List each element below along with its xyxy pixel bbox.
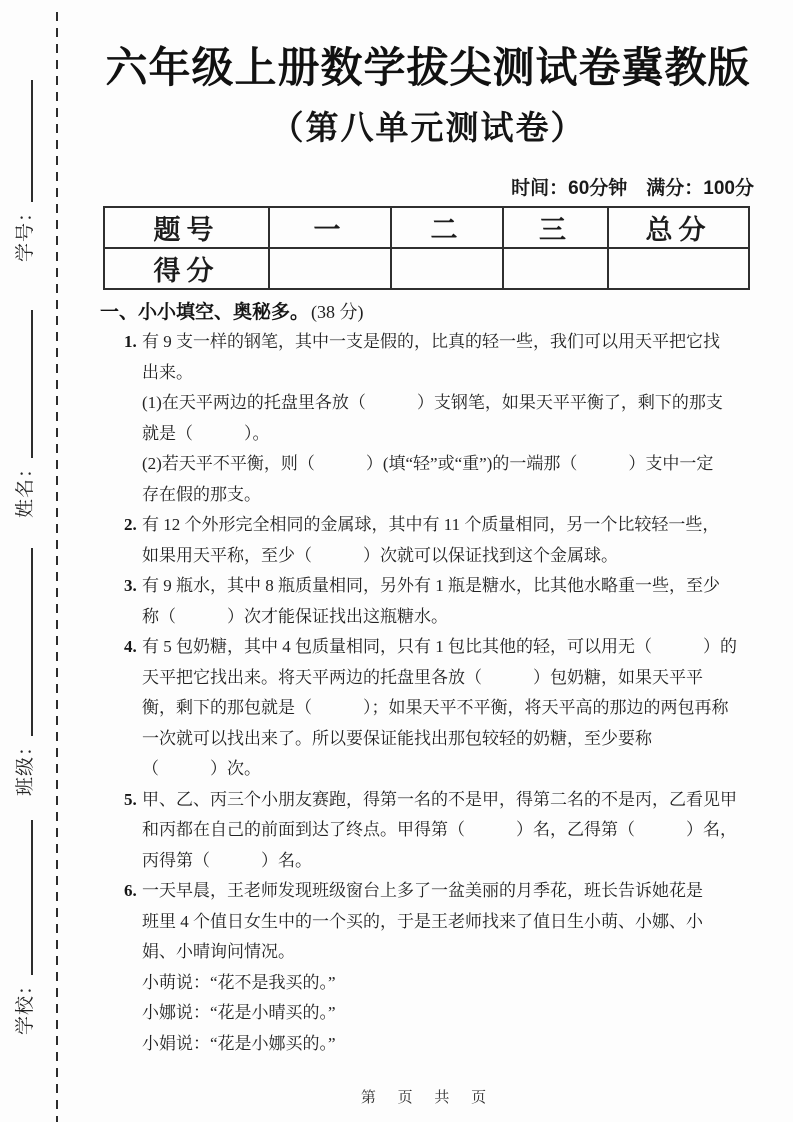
question-1 bbox=[100, 327, 756, 510]
exam-meta: 时间：60分钟 满分：100分 bbox=[511, 178, 754, 199]
seal-field-name bbox=[12, 310, 38, 518]
score-table-header-cell: 二 bbox=[391, 207, 503, 248]
question-text: 有 12 个外形完全相同的金属球，其中有 11 个质量相同，另一个比较轻一些， bbox=[142, 515, 720, 534]
score-cell bbox=[391, 248, 503, 289]
score-table-score-row bbox=[104, 248, 749, 289]
question-line: 存在假的那支。 bbox=[142, 484, 261, 504]
question-line bbox=[100, 876, 756, 907]
question-line: 衡，剩下的那包就是（ ）；如果天平不平衡，将天平高的那边的两包再称 bbox=[142, 698, 729, 717]
question-line: 称（ ）次才能保证找出这瓶糖水。 bbox=[142, 606, 448, 626]
binding-dashed-line bbox=[56, 12, 58, 1122]
question-line bbox=[100, 571, 756, 602]
question-line: （ ）次。 bbox=[142, 759, 261, 778]
question-number: 4. bbox=[124, 637, 137, 656]
statement-line: 小娜说：“花是小晴买的。” bbox=[142, 1003, 336, 1022]
paper-content bbox=[100, 0, 756, 1059]
question-line: 丙得第（ ）名。 bbox=[142, 850, 312, 870]
section-title: 一、小小填空、奥秘多。 bbox=[100, 302, 310, 323]
question-line bbox=[100, 632, 756, 663]
fill-line bbox=[31, 548, 33, 736]
question-text: 有 5 包奶糖，其中 4 包质量相同，只有 1 包比其他的轻，可以用无（ ）的 bbox=[142, 637, 737, 656]
section-heading bbox=[100, 299, 756, 327]
score-table-header-cell: 题号 bbox=[104, 207, 269, 248]
statement-line: 小萌说：“花不是我买的。” bbox=[142, 972, 336, 992]
question-text: 有 9 瓶水，其中 8 瓶质量相同，另外有 1 瓶是糖水，比其他水略重一些，至少 bbox=[142, 576, 720, 595]
question-line bbox=[100, 510, 756, 541]
question-text: 一天早晨，王老师发现班级窗台上多了一盆美丽的月季花，班长告诉她花是 bbox=[142, 881, 703, 900]
question-4 bbox=[100, 632, 756, 785]
exam-title: 六年级上册数学拔尖测试卷冀教版 bbox=[105, 44, 751, 91]
page-footer: 第 页 共 页 bbox=[360, 1090, 496, 1106]
question-line: 天平把它找出来。将天平两边的托盘里各放（ ）包奶糖，如果天平平 bbox=[142, 667, 703, 687]
seal-label-school: 学校： bbox=[15, 974, 36, 1035]
question-line: (1)在天平两边的托盘里各放（ ）支钢笔，如果天平平衡了，剩下的那支 bbox=[142, 393, 723, 412]
question-line: 就是（ ）。 bbox=[142, 423, 270, 443]
score-cell bbox=[503, 248, 608, 289]
question-3 bbox=[100, 571, 756, 632]
score-table-header-row bbox=[104, 207, 749, 248]
score-label-cell: 得分 bbox=[104, 248, 269, 289]
seal-label-student-id: 学号： bbox=[15, 201, 36, 262]
seal-label-name: 姓名： bbox=[15, 457, 36, 518]
question-text: 有 9 支一样的钢笔，其中一支是假的，比真的轻一些，我们可以用天平把它找 bbox=[142, 332, 720, 351]
question-line: 出来。 bbox=[142, 362, 193, 382]
question-number: 2. bbox=[124, 515, 137, 534]
exam-subtitle: （第八单元测试卷） bbox=[270, 109, 586, 146]
score-cell bbox=[269, 248, 391, 289]
question-number: 3. bbox=[124, 576, 137, 595]
question-line bbox=[100, 327, 756, 358]
seal-field-school bbox=[12, 820, 38, 1035]
statement-line: 小娟说：“花是小娜买的。” bbox=[142, 1033, 336, 1053]
question-line: 如果用天平称，至少（ ）次就可以保证找到这个金属球。 bbox=[142, 545, 618, 565]
question-6 bbox=[100, 876, 756, 1059]
question-number: 1. bbox=[124, 332, 137, 351]
question-line: 和丙都在自己的前面到达了终点。甲得第（ ）名，乙得第（ ）名， bbox=[142, 820, 737, 839]
fill-line bbox=[31, 820, 33, 975]
seal-label-class: 班级： bbox=[15, 735, 36, 796]
score-cell bbox=[608, 248, 749, 289]
score-table-header-cell: 总分 bbox=[608, 207, 749, 248]
question-number: 5. bbox=[124, 789, 137, 809]
seal-field-class bbox=[12, 548, 38, 796]
score-table-header-cell: 一 bbox=[269, 207, 391, 248]
question-line bbox=[100, 785, 756, 816]
section-score: (38 分) bbox=[311, 302, 364, 322]
fill-line bbox=[31, 310, 33, 458]
seal-field-student-id bbox=[12, 80, 38, 262]
question-5 bbox=[100, 785, 756, 877]
fill-line bbox=[31, 80, 33, 202]
question-line: 班里 4 个值日女生中的一个买的，于是王老师找来了值日生小萌、小娜、小 bbox=[142, 911, 703, 931]
question-line: (2)若天平不平衡，则（ ）(填“轻”或“重”)的一端那（ ）支中一定 bbox=[142, 454, 714, 473]
question-text: 甲、乙、丙三个小朋友赛跑，得第一名的不是甲，得第二名的不是丙，乙看见甲 bbox=[142, 789, 737, 809]
score-table-header-cell: 三 bbox=[503, 207, 608, 248]
question-number: 6. bbox=[124, 881, 137, 900]
question-2 bbox=[100, 510, 756, 571]
question-line: 娟、小晴询问情况。 bbox=[142, 942, 295, 961]
question-line: 一次就可以找出来了。所以要保证能找出那包较轻的奶糖，至少要称 bbox=[142, 728, 652, 748]
score-table bbox=[103, 206, 750, 290]
